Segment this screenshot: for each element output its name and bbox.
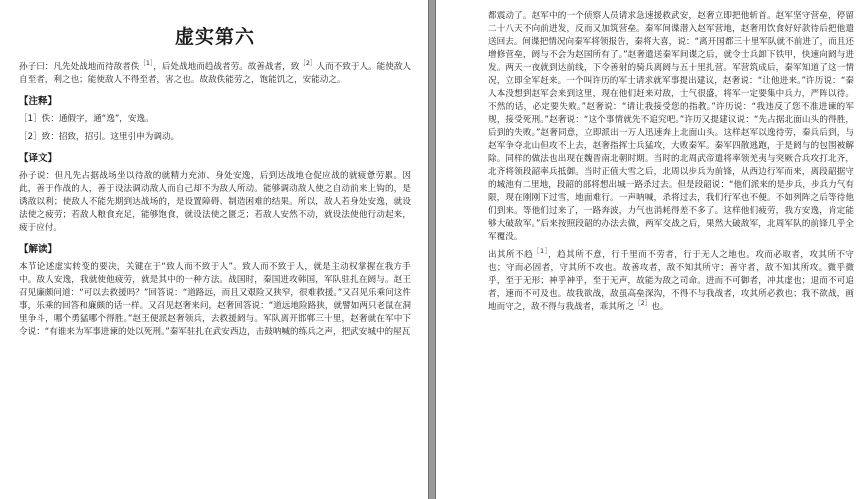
right-page [436, 0, 868, 499]
note-marker: ［1］ [533, 247, 549, 256]
left-page [0, 0, 428, 499]
original-text-part: 也。 [651, 302, 669, 312]
translation-heading: 【译文】 [19, 153, 58, 164]
original-text-part: 人而不致于人。能使敌人自至者，利之也；能使敌人不得至者，害之也。故敌佚能劳之，饱能饥之，安能动之。 [19, 62, 412, 85]
note-marker: ［1］ [139, 59, 154, 68]
original-text-part: 出其所不趋 [488, 250, 534, 260]
original-text [488, 249, 854, 314]
page-divider [428, 0, 436, 499]
original-text-part: ，后处战地而趋战者劳。故善战者，致 [153, 62, 300, 72]
note-item: ［1］佚：通假字，通“逸”，安逸。 [19, 114, 154, 124]
original-text-part: 孙子曰：凡先处战地而待敌者佚 [19, 62, 140, 72]
right-text-column [488, 10, 854, 314]
chapter-title: 虚实第六 [174, 26, 255, 48]
original-text [19, 61, 411, 87]
note-marker: ［2］ [299, 59, 317, 68]
reading-continued-text: 都震动了。赵军中的一个侦察人员请求急速援救武安，赵奢立即把他斩首。赵军坚守营垒，停留二十八天不向前进发，反而又加筑营垒。秦军间谍潜入赵军营地，赵奢用饮食好好款待后把他遣送回去。间谍把情况向秦军将领报告，秦将大喜，说：“离开国都三十里军队就不前进了，而且还增修营垒，阏与不会为赵国所有了。”赵奢遣送秦军间谍之后，就令士兵卸下铁甲，快速向阏与进发。两天一夜就到达前线，下令善射的骑兵离阏与五十里扎营。军营筑成后，秦军知道了这一情况，立即全军赶来。一个叫许历的军士请求就军事提出建议，赵奢说：“让他进来。”许历说：“秦人本没想到赵军会来到这里，现在他们赶来对敌，士气很盛，将军一定要集中兵力，严阵以待。不然的话，必定要失败。”赵奢说：“请让我接受您的指教。”许历说：“我违反了您不准进谏的军规，接受死刑。”赵奢说：“这个事情就先不追究吧。”许历又提建议说：“先占据北面山头的得胜，后到的失败。”赵奢同意，立即派出一万人迅速奔上北面山头。这样赵军以逸待劳，秦兵后到，与赵军争夺北山但攻不上去，赵奢指挥士兵猛攻，大败秦军。秦军四散逃跑，于是阏与的包围被解除。同样的做法也出现在魏晋南北朝时期。当时的北周武帝遣将率领羌夷与突厥合兵攻打北齐，北齐将领段韶率兵抵御。当时正值大雪之后，北周以步兵为前锋，从西边行军而来，离段韶据守的城池有二里地，段韶的部将想出城一路杀过去。但是段韶说：“他们派来的是步兵，步兵力气有限，现在刚刚下过雪，地面难行。一声呐喊，杀将过去，我们行军也不便。不如列阵之后等待他们到来。等他们过来了，一路奔波，力气也消耗得差不多了。这样他们疲劳，我方安逸，肯定能够大破敌军。”后来按照段韶的办法去做，两军交战之后，果然大破敌军，北周军队的前锋几乎全军覆没。 [488, 11, 854, 242]
notes-heading: 【注释】 [19, 96, 58, 107]
note-marker: ［2］ [634, 299, 652, 308]
reading-text: 本节论述虚实转变的要决，关键在于“致人而不致于人”。致人而不致于人，就是主动权掌握在我方手中。敌人安逸，我就使他疲劳，就是其中的一种方法。战国时，秦国进攻韩国，军队驻扎在阏与。赵王召见廉颇问道：“可以去救援吗？”回答说：“道路远，而且又艰险又狭窄，很难救援。”又召见乐乘问这件事，乐乘的回答和廉颇的话一样。又召见赵奢来问，赵奢回答说：“道远地险路狭，就譬如两只老鼠在洞里争斗，哪个勇猛哪个得胜。”赵王便派赵奢领兵，去救援阏与。军队离开邯郸三十里，赵奢就在军中下令说：“有谁来为军事进谏的处以死刑。”秦军驻扎在武安西边，击鼓呐喊的练兵之声，把武安城中的屋瓦 [19, 262, 411, 337]
reading-heading: 【解读】 [19, 244, 58, 255]
translation-text: 孙子说：但凡先占据战场坐以待敌的就精力充沛、身处安逸，后到达战地仓促应战的就疲惫劳累。因此，善于作战的人，善于设法调动敌人而自己却不为敌人所动。能够调动敌人使之自动前来上钩的，是诱敌以利；使敌人不能先期到达战场的，是设置障碍、制造困难的结果。所以，敌人若身处安逸，就设法使之疲劳；若敌人粮食充足，能够饱食，就设法使之匮乏；若敌人安然不动，就设法使他行动起来，疲于应付。 [19, 171, 411, 233]
note-item: ［2］致：招致，招引。这里引申为调动。 [19, 132, 180, 142]
original-text-part: ，趋其所不意，行千里而不劳者，行于无人之地也。攻而必取者，攻其所不守也；守而必固者，守其所不攻也。故善攻者，敌不知其所守；善守者，敌不知其所攻。微乎微乎，至于无形；神乎神乎，至于无声，故能为敌之司命。进而不可御者，冲其虚也；退而不可追者，速而不可及也。故我欲战，敌虽高垒深沟，不得不与我战者，攻其所必救也；我不欲战，画地而守之，敌不得与我战者，乖其所之 [488, 250, 854, 312]
left-text-column [19, 22, 411, 339]
